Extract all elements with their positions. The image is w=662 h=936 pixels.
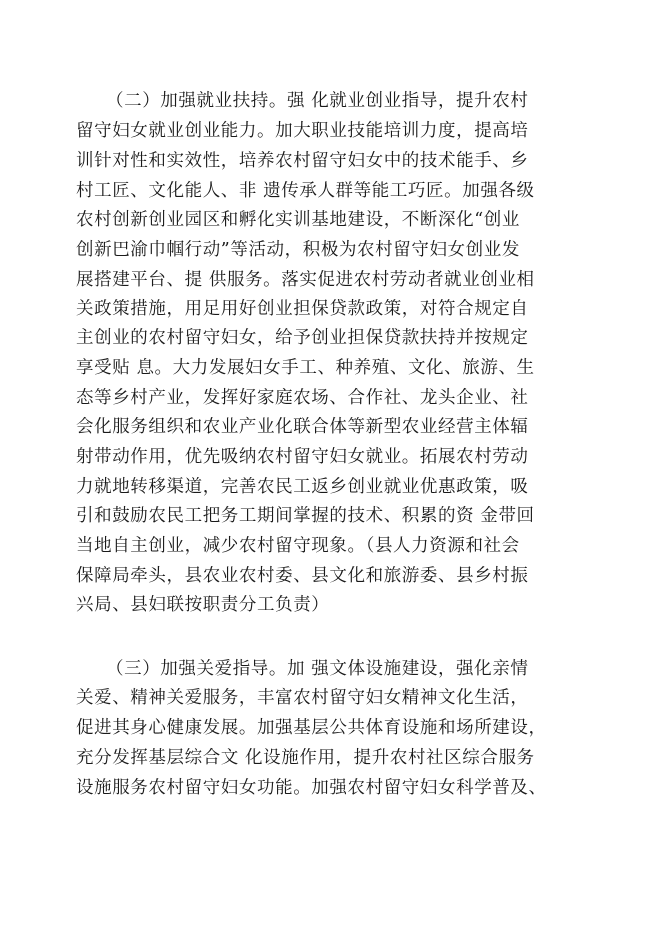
text-line: 主创业的农村留守妇女，给予创业担保贷款扶持并按规定 (76, 328, 529, 348)
text-line: 农村创新创业园区和孵化实训基地建设，不断深化“创业 (76, 210, 520, 230)
text-line: 会化服务组织和农业产业化联合体等新型农业经营主体辐 (76, 417, 529, 437)
text-line: （二）加强就业扶持。强 化就业创业指导，提升农村 (106, 91, 529, 111)
text-line: 训针对性和实效性，培养农村留守妇女中的技术能手、乡 (76, 151, 529, 171)
text-line: 力就地转移渠道，完善农民工返乡创业就业优惠政策，吸 (76, 477, 529, 497)
text-line: 促进其身心健康发展。加强基层公共体育设施和场所建设， (76, 718, 547, 738)
text-line: 充分发挥基层综合文 化设施作用，提升农村社区综合服务 (76, 748, 535, 768)
text-line: 关政策措施，用足用好创业担保贷款政策，对符合规定自 (76, 299, 529, 319)
text-line: 村工匠、文化能人、非 遗传承人群等能工巧匠。加强各级 (76, 181, 535, 201)
text-line: 设施服务农村留守妇女功能。加强农村留守妇女科学普及、 (76, 778, 547, 798)
text-line: 态等乡村产业，发挥好家庭农场、合作社、龙头企业、社 (76, 388, 529, 408)
text-line: 射带动作用，优先吸纳农村留守妇女就业。拓展农村劳动 (76, 447, 529, 467)
text-line: 关爱、精神关爱服务，丰富农村留守妇女精神文化生活， (76, 688, 529, 708)
text-line: 留守妇女就业创业能力。加大职业技能培训力度，提高培 (76, 121, 529, 141)
text-line: 享受贴 息。大力发展妇女手工、种养殖、文化、旅游、生 (76, 358, 535, 378)
text-line: （三）加强关爱指导。加 强文体设施建设，强化亲情 (106, 659, 529, 679)
text-line: 展搭建平台、提 供服务。落实促进农村劳动者就业创业相 (76, 270, 535, 290)
text-line: 兴局、县妇联按职责分工负责） (76, 595, 330, 615)
text-line: 引和鼓励农民工把务工期间掌握的技术、积累的资 金带回 (76, 506, 535, 526)
text-line: 当地自主创业，减少农村留守现象。（县人力资源和社会 (76, 536, 520, 556)
text-line: 保障局牵头，县农业农村委、县文化和旅游委、县乡村振 (76, 566, 529, 586)
text-line: 创新巴渝巾帼行动”等活动，积极为农村留守妇女创业发 (76, 240, 520, 260)
